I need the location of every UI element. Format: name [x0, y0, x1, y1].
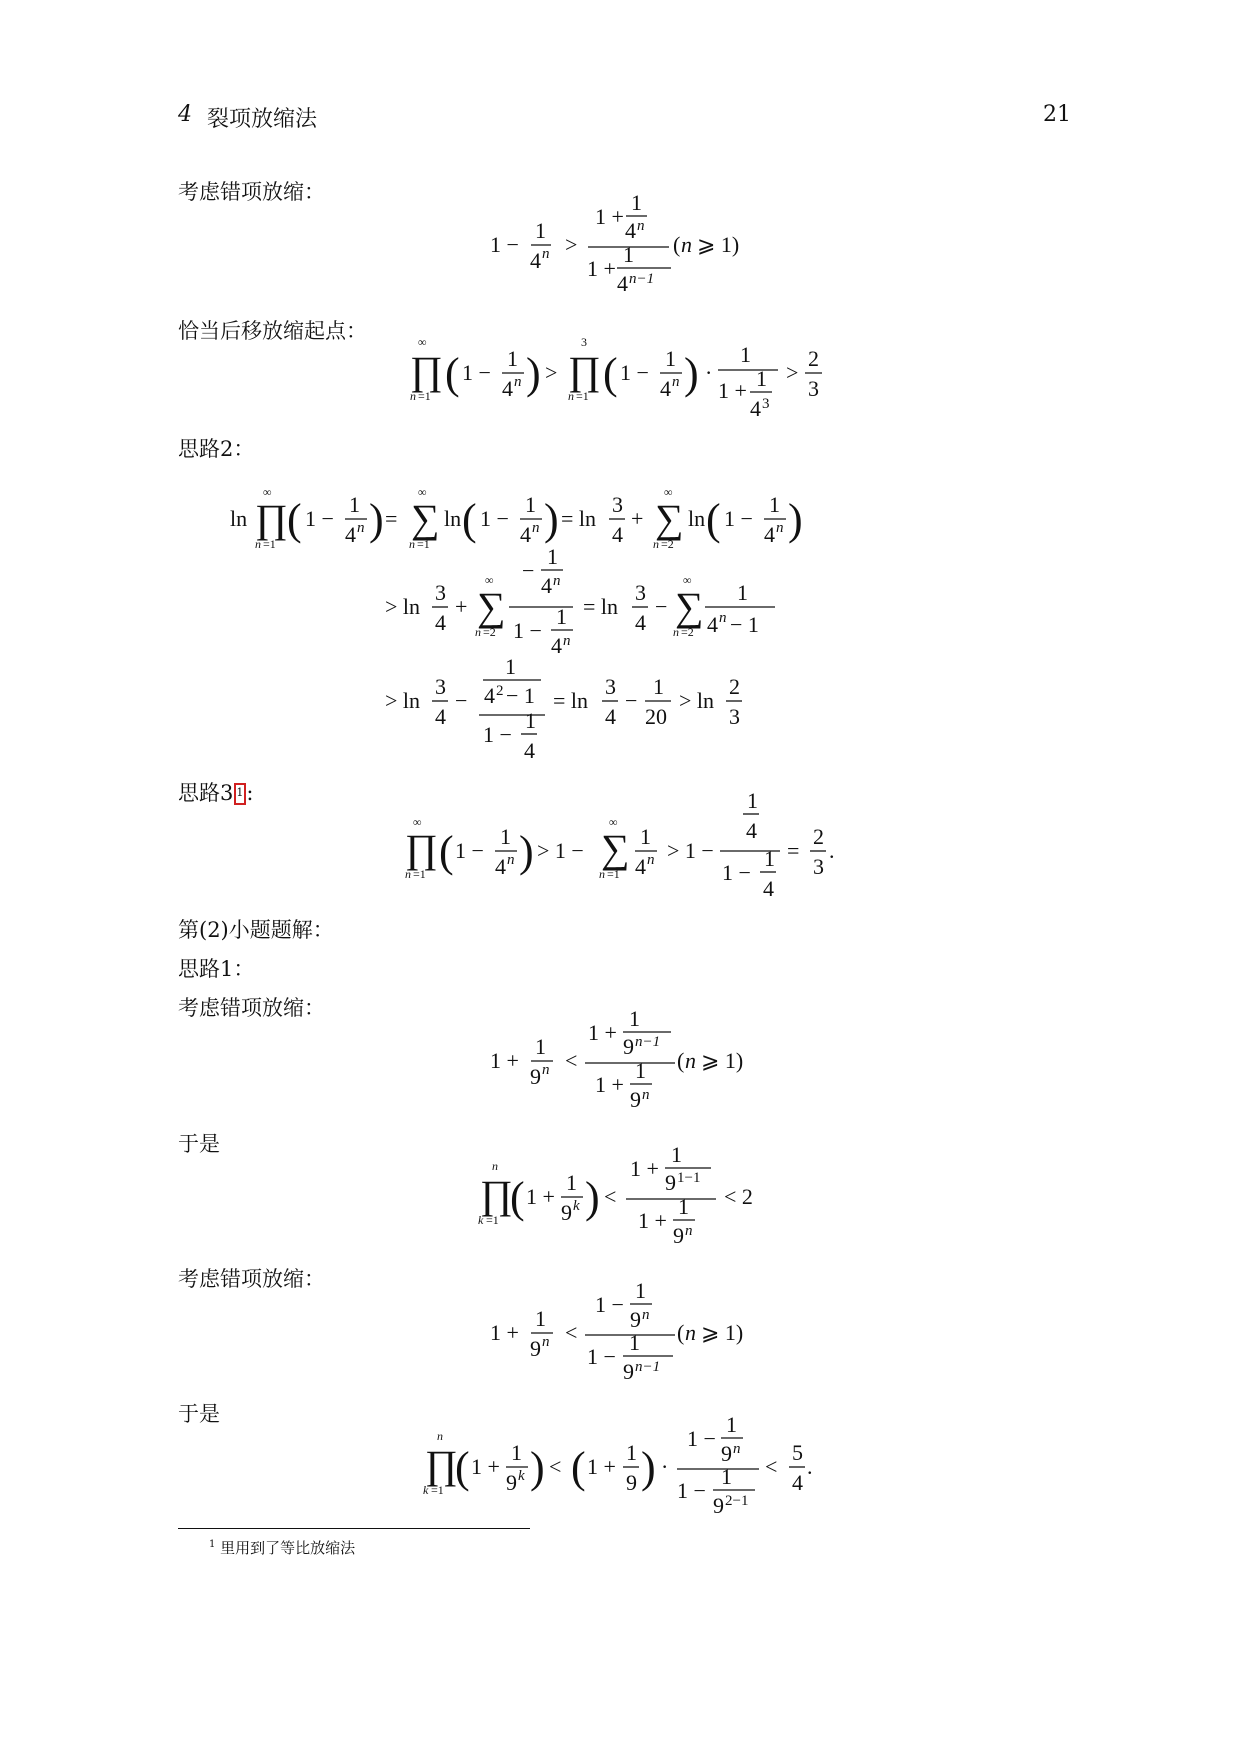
- svg-text:=1: =1: [431, 1483, 444, 1497]
- svg-text:∏: ∏: [568, 348, 601, 393]
- svg-text:−: −: [655, 594, 668, 619]
- svg-text:∞: ∞: [263, 485, 272, 499]
- svg-text:<: <: [765, 1454, 778, 1479]
- svg-text:n: n: [568, 389, 574, 403]
- svg-text:9: 9: [561, 1200, 572, 1225]
- svg-text:n: n: [542, 246, 550, 262]
- svg-text:1 −: 1 −: [687, 1426, 716, 1451]
- svg-text:∑: ∑: [601, 826, 630, 871]
- footnote-rule: [178, 1528, 530, 1529]
- svg-text:<: <: [549, 1454, 562, 1479]
- svg-text:1 −: 1 −: [462, 360, 491, 385]
- svg-text:3: 3: [435, 674, 446, 699]
- svg-text:k: k: [573, 1198, 580, 1214]
- svg-text:2: 2: [729, 674, 740, 699]
- svg-text:2: 2: [808, 346, 819, 371]
- svg-text:n: n: [647, 852, 655, 868]
- svg-text:1 −: 1 −: [587, 1344, 616, 1369]
- svg-text:n: n: [642, 1307, 650, 1323]
- svg-text:4: 4: [625, 218, 636, 243]
- svg-text:n: n: [719, 610, 727, 626]
- svg-text:− 1: − 1: [730, 612, 759, 637]
- svg-text:n: n: [405, 867, 411, 881]
- svg-text:∑: ∑: [411, 496, 440, 541]
- svg-text:∏: ∏: [405, 826, 438, 871]
- svg-text:(: (: [445, 349, 460, 398]
- svg-text:n: n: [776, 520, 784, 536]
- svg-text:4: 4: [612, 522, 623, 547]
- svg-text:ln: ln: [444, 506, 462, 531]
- svg-text:4: 4: [502, 376, 513, 401]
- svg-text:3: 3: [605, 674, 616, 699]
- svg-text:3: 3: [435, 580, 446, 605]
- text-approach-1: 思路1：: [178, 957, 255, 981]
- svg-text:∞: ∞: [664, 485, 673, 499]
- svg-text:1: 1: [535, 1034, 546, 1059]
- svg-text:+: +: [631, 506, 644, 531]
- svg-text:4: 4: [495, 854, 506, 879]
- svg-text:k: k: [423, 1483, 429, 1497]
- footnote: [209, 1537, 355, 1558]
- svg-text:∞: ∞: [683, 573, 692, 587]
- svg-text:n: n: [507, 852, 515, 868]
- svg-text:=: =: [787, 838, 800, 863]
- svg-text:∑: ∑: [655, 496, 684, 541]
- svg-text:1: 1: [623, 242, 634, 267]
- equation-1: [485, 190, 755, 300]
- svg-text:1 +: 1 +: [638, 1208, 667, 1233]
- svg-text:): ): [684, 349, 699, 398]
- svg-text:.: .: [807, 1454, 813, 1479]
- svg-text:n: n: [553, 573, 561, 589]
- svg-text:1 −: 1 −: [305, 506, 334, 531]
- svg-text:.: .: [829, 838, 835, 863]
- svg-text:n: n: [685, 1048, 696, 1073]
- svg-text:= ln: = ln: [583, 594, 619, 619]
- approach-3-colon: :: [246, 781, 254, 805]
- svg-text:1 −: 1 −: [677, 1478, 706, 1503]
- footnote-text: 里用到了等比放缩法: [220, 1539, 356, 1557]
- svg-text:1: 1: [726, 1412, 737, 1437]
- svg-text:1 +: 1 +: [490, 1048, 519, 1073]
- svg-text:ln: ln: [230, 506, 248, 531]
- svg-text:): ): [788, 495, 803, 544]
- svg-text:1: 1: [764, 846, 775, 871]
- svg-text:1: 1: [629, 1006, 640, 1031]
- svg-text:+: +: [455, 594, 468, 619]
- section-title: 裂项放缩法: [207, 107, 318, 132]
- svg-text:n: n: [653, 537, 659, 551]
- svg-text:4: 4: [617, 271, 628, 296]
- svg-text:1 +: 1 +: [588, 1020, 617, 1045]
- svg-text:1 +: 1 +: [587, 1454, 616, 1479]
- equation-5: [485, 1008, 755, 1116]
- svg-text:> ln: > ln: [679, 688, 715, 713]
- svg-text:1: 1: [525, 708, 536, 733]
- svg-text:1 +: 1 +: [587, 256, 616, 281]
- svg-text:(: (: [603, 349, 618, 398]
- svg-text:1: 1: [747, 788, 758, 813]
- svg-text:=1: =1: [417, 537, 430, 551]
- svg-text:∞: ∞: [609, 815, 618, 829]
- svg-text:1: 1: [635, 1058, 646, 1083]
- svg-text:9: 9: [530, 1336, 541, 1361]
- svg-text:∞: ∞: [418, 335, 427, 349]
- svg-text:1: 1: [769, 492, 780, 517]
- svg-text:=2: =2: [483, 625, 496, 639]
- svg-text:): ): [530, 1443, 545, 1492]
- svg-text:4: 4: [345, 522, 356, 547]
- svg-text:): ): [526, 349, 541, 398]
- svg-text:9: 9: [530, 1064, 541, 1089]
- footnote-ref-number: 1: [236, 786, 244, 799]
- svg-text:4: 4: [750, 396, 761, 421]
- svg-text:⩾ 1): ⩾ 1): [697, 232, 740, 257]
- svg-text:1 −: 1 −: [595, 1292, 624, 1317]
- svg-text:1: 1: [678, 1194, 689, 1219]
- svg-text:1: 1: [653, 674, 664, 699]
- equation-3: [225, 485, 825, 763]
- text-approach-2: 思路2：: [178, 437, 255, 461]
- svg-text:3: 3: [808, 376, 819, 401]
- svg-text:< 2: < 2: [724, 1184, 753, 1209]
- svg-text:1 −: 1 −: [490, 232, 519, 257]
- svg-text:1: 1: [635, 1278, 646, 1303]
- text-consider-staggered-scaling: 考虑错项放缩：: [178, 180, 325, 204]
- svg-text:4: 4: [530, 248, 541, 273]
- svg-text:> 1 −: > 1 −: [667, 838, 714, 863]
- section-number: 4: [178, 102, 192, 127]
- svg-text:(: (: [677, 1320, 685, 1345]
- svg-text:−: −: [625, 688, 638, 713]
- svg-text:n: n: [409, 537, 415, 551]
- svg-text:1: 1: [547, 544, 558, 569]
- svg-text:1: 1: [500, 824, 511, 849]
- svg-text:5: 5: [792, 1440, 803, 1465]
- svg-text:n: n: [637, 218, 645, 234]
- svg-text:3: 3: [762, 396, 770, 412]
- svg-text:4: 4: [635, 610, 646, 635]
- svg-text:n: n: [733, 1441, 741, 1457]
- svg-text:(: (: [462, 495, 477, 544]
- svg-text:(: (: [510, 1173, 525, 1222]
- svg-text:n: n: [685, 1320, 696, 1345]
- svg-text:> ln: > ln: [385, 594, 421, 619]
- svg-text:4: 4: [605, 704, 616, 729]
- svg-text:=1: =1: [413, 867, 426, 881]
- svg-text:1: 1: [626, 1440, 637, 1465]
- svg-text:∑: ∑: [477, 584, 506, 629]
- svg-text:n−1: n−1: [629, 271, 655, 287]
- svg-text:n: n: [563, 633, 571, 649]
- svg-text:4: 4: [764, 522, 775, 547]
- svg-text:∏: ∏: [255, 496, 288, 541]
- svg-text:(: (: [455, 1443, 470, 1492]
- svg-text:3: 3: [581, 335, 587, 349]
- svg-text:·: ·: [661, 1454, 669, 1479]
- svg-text:1 +: 1 +: [471, 1454, 500, 1479]
- svg-text:n: n: [542, 1334, 550, 1350]
- svg-text:= ln: = ln: [553, 688, 589, 713]
- svg-text:): ): [519, 827, 534, 876]
- svg-text:1: 1: [665, 346, 676, 371]
- svg-text:1: 1: [629, 1330, 640, 1355]
- svg-text:4: 4: [484, 683, 495, 708]
- svg-text:2−1: 2−1: [725, 1493, 749, 1509]
- svg-text:3: 3: [635, 580, 646, 605]
- svg-text:9: 9: [713, 1493, 724, 1518]
- svg-text:1: 1: [756, 366, 767, 391]
- svg-text:1 −: 1 −: [483, 722, 512, 747]
- footnote-ref-link[interactable]: [234, 783, 246, 805]
- equation-6: [470, 1140, 770, 1248]
- svg-text:3: 3: [612, 492, 623, 517]
- svg-text:∞: ∞: [413, 815, 422, 829]
- svg-text:n: n: [532, 520, 540, 536]
- svg-text:2: 2: [496, 683, 504, 699]
- svg-text:1: 1: [566, 1170, 577, 1195]
- equation-2: [400, 334, 840, 434]
- svg-text:4: 4: [541, 573, 552, 598]
- svg-text:n: n: [672, 374, 680, 390]
- svg-text:9: 9: [623, 1359, 634, 1384]
- svg-text:4: 4: [520, 522, 531, 547]
- svg-text:−: −: [522, 558, 535, 583]
- svg-text:n: n: [357, 520, 365, 536]
- svg-text:): ): [585, 1173, 600, 1222]
- svg-text:=2: =2: [681, 625, 694, 639]
- svg-text:⩾ 1): ⩾ 1): [701, 1320, 744, 1345]
- svg-text:(: (: [439, 827, 454, 876]
- svg-text:n: n: [681, 232, 692, 257]
- svg-text:9: 9: [630, 1307, 641, 1332]
- svg-text:4: 4: [551, 633, 562, 658]
- svg-text:9: 9: [721, 1441, 732, 1466]
- svg-text:n: n: [475, 625, 481, 639]
- equation-8: [415, 1408, 815, 1520]
- svg-text:4: 4: [763, 876, 774, 901]
- svg-text:1 +: 1 +: [595, 204, 624, 229]
- svg-text:=1: =1: [607, 867, 620, 881]
- footnote-marker: 1: [209, 1539, 216, 1550]
- svg-text:n: n: [599, 867, 605, 881]
- svg-text:1 −: 1 −: [722, 860, 751, 885]
- svg-text:> 1 −: > 1 −: [537, 838, 584, 863]
- svg-text:∏: ∏: [410, 348, 443, 393]
- svg-text:3: 3: [813, 854, 824, 879]
- svg-text:(: (: [571, 1443, 586, 1492]
- svg-text:k: k: [478, 1213, 484, 1227]
- svg-text:∞: ∞: [485, 573, 494, 587]
- svg-text:1 +: 1 +: [630, 1156, 659, 1181]
- svg-text:4: 4: [746, 818, 757, 843]
- svg-text:>: >: [565, 232, 578, 257]
- svg-text:1 −: 1 −: [513, 618, 542, 643]
- svg-text:2: 2: [813, 824, 824, 849]
- svg-text:>: >: [786, 360, 799, 385]
- text-consider-staggered-scaling-2: 考虑错项放缩：: [178, 996, 325, 1020]
- svg-text:(: (: [706, 495, 721, 544]
- svg-text:4: 4: [792, 1470, 803, 1495]
- svg-text:1: 1: [505, 654, 516, 679]
- svg-text:1: 1: [671, 1142, 682, 1167]
- svg-text:∏: ∏: [425, 1442, 458, 1487]
- svg-text:4: 4: [435, 610, 446, 635]
- svg-text:=2: =2: [661, 537, 674, 551]
- svg-text:3: 3: [729, 704, 740, 729]
- svg-text:n: n: [492, 1159, 498, 1173]
- svg-text:1 −: 1 −: [724, 506, 753, 531]
- svg-text:1: 1: [556, 604, 567, 629]
- svg-text:n: n: [673, 625, 679, 639]
- svg-text:·: ·: [705, 360, 713, 385]
- svg-text:n: n: [642, 1087, 650, 1103]
- text-approach-3: [178, 777, 253, 807]
- text-consider-staggered-scaling-3: 考虑错项放缩：: [178, 1267, 325, 1291]
- svg-text:∑: ∑: [675, 584, 704, 629]
- text-therefore-2: 于是: [178, 1402, 220, 1426]
- svg-text:> ln: > ln: [385, 688, 421, 713]
- equation-4: [395, 790, 855, 910]
- svg-text:=1: =1: [576, 389, 589, 403]
- svg-text:1: 1: [349, 492, 360, 517]
- svg-text:9: 9: [665, 1170, 676, 1195]
- text-therefore-1: 于是: [178, 1132, 220, 1156]
- svg-text:9: 9: [673, 1223, 684, 1248]
- text-part-2-solution: 第(2)小题题解：: [178, 918, 334, 942]
- equation-7: [485, 1280, 755, 1388]
- svg-text:1 +: 1 +: [718, 378, 747, 403]
- svg-text:ln: ln: [688, 506, 706, 531]
- svg-text:1 −: 1 −: [620, 360, 649, 385]
- svg-text:): ): [544, 495, 559, 544]
- svg-text:n: n: [542, 1062, 550, 1078]
- svg-text:1−1: 1−1: [677, 1170, 701, 1186]
- svg-text:∞: ∞: [418, 485, 427, 499]
- svg-text:): ): [641, 1443, 656, 1492]
- svg-text:1 −: 1 −: [455, 838, 484, 863]
- svg-text:>: >: [545, 360, 558, 385]
- svg-text:(: (: [677, 1048, 685, 1073]
- svg-text:1 +: 1 +: [595, 1072, 624, 1097]
- svg-text:9: 9: [506, 1470, 517, 1495]
- svg-text:9: 9: [630, 1087, 641, 1112]
- svg-text:⩾ 1): ⩾ 1): [701, 1048, 744, 1073]
- svg-text:−: −: [455, 688, 468, 713]
- svg-text:1: 1: [737, 580, 748, 605]
- svg-text:= ln: = ln: [561, 506, 597, 531]
- svg-text:1: 1: [640, 824, 651, 849]
- svg-text:1: 1: [740, 342, 751, 367]
- svg-text:9: 9: [626, 1470, 637, 1495]
- svg-text:− 1: − 1: [506, 683, 535, 708]
- svg-text:=: =: [385, 506, 398, 531]
- svg-text:): ): [369, 495, 384, 544]
- svg-text:=1: =1: [418, 389, 431, 403]
- svg-text:(: (: [287, 495, 302, 544]
- svg-text:k: k: [518, 1468, 525, 1484]
- svg-text:1 +: 1 +: [490, 1320, 519, 1345]
- svg-text:9: 9: [623, 1034, 634, 1059]
- svg-text:<: <: [565, 1048, 578, 1073]
- svg-text:<: <: [565, 1320, 578, 1345]
- svg-text:1: 1: [721, 1464, 732, 1489]
- svg-text:4: 4: [435, 704, 446, 729]
- svg-text:n: n: [685, 1223, 693, 1239]
- svg-text:n−1: n−1: [635, 1034, 661, 1050]
- svg-text:n: n: [514, 374, 522, 390]
- svg-text:1: 1: [525, 492, 536, 517]
- svg-text:(: (: [673, 232, 681, 257]
- svg-text:1: 1: [511, 1440, 522, 1465]
- svg-text:1: 1: [535, 1306, 546, 1331]
- svg-text:1: 1: [535, 218, 546, 243]
- svg-text:1: 1: [631, 190, 642, 215]
- text-shift-starting-point: 恰当后移放缩起点：: [178, 319, 367, 343]
- svg-text:n: n: [437, 1429, 443, 1443]
- svg-text:n: n: [410, 389, 416, 403]
- approach-3-label: 思路3: [178, 781, 234, 805]
- svg-text:1 +: 1 +: [526, 1184, 555, 1209]
- svg-text:4: 4: [660, 376, 671, 401]
- svg-text:1 −: 1 −: [480, 506, 509, 531]
- svg-text:20: 20: [645, 704, 667, 729]
- svg-text:n−1: n−1: [635, 1359, 661, 1375]
- svg-text:4: 4: [635, 854, 646, 879]
- svg-text:=1: =1: [263, 537, 276, 551]
- svg-text:n: n: [255, 537, 261, 551]
- svg-text:<: <: [604, 1184, 617, 1209]
- page-number: 21: [1043, 102, 1071, 127]
- svg-text:4: 4: [524, 738, 535, 763]
- svg-text:4: 4: [707, 612, 718, 637]
- svg-text:=1: =1: [486, 1213, 499, 1227]
- svg-text:1: 1: [507, 346, 518, 371]
- svg-text:∏: ∏: [480, 1172, 513, 1217]
